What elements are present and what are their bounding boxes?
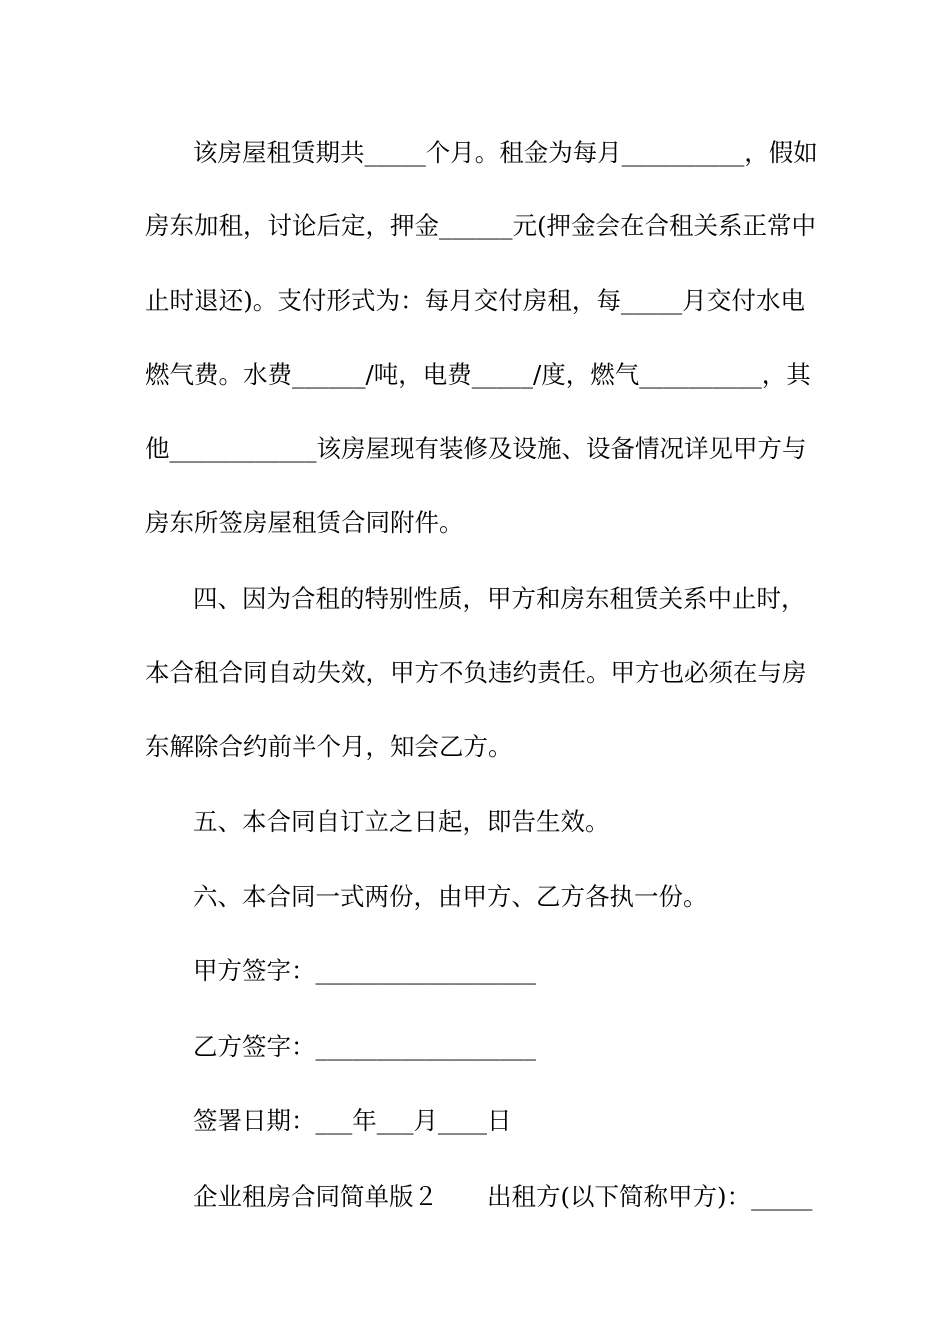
- paragraph-3-line-5: 他____________该房屋现有装修及设施、设备情况详见甲方与: [145, 434, 807, 463]
- next-contract-heading: 企业租房合同简单版２ 出租方(以下简称甲方)：_____: [193, 1182, 813, 1211]
- paragraph-3-line-1: 该房屋租赁期共_____个月。租金为每月__________，假如: [193, 138, 818, 167]
- paragraph-3-line-4: 燃气费。水费______/吨，电费_____/度，燃气__________，其: [145, 360, 811, 389]
- clause-6: 六、本合同一式两份，由甲方、乙方各执一份。: [193, 882, 708, 911]
- paragraph-3-line-6: 房东所签房屋租赁合同附件。: [145, 508, 464, 537]
- clause-5: 五、本合同自订立之日起，即告生效。: [193, 807, 610, 836]
- party-b-signature: 乙方签字：__________________: [193, 1032, 536, 1061]
- party-a-signature: 甲方签字：__________________: [193, 956, 536, 985]
- paragraph-3-line-3: 止时退还)。支付形式为：每月交付房租，每_____月交付水电: [145, 286, 805, 315]
- clause-4-line-1: 四、因为合租的特别性质，甲方和房东租赁关系中止时，: [193, 584, 806, 613]
- clause-4-line-2: 本合租合同自动失效，甲方不负违约责任。甲方也必须在与房: [145, 658, 807, 687]
- paragraph-3-line-2: 房东加租，讨论后定，押金______元(押金会在合租关系正常中: [145, 211, 817, 240]
- clause-4-line-3: 东解除合约前半个月，知会乙方。: [145, 732, 513, 761]
- signing-date: 签署日期：___年___月____日: [193, 1106, 512, 1135]
